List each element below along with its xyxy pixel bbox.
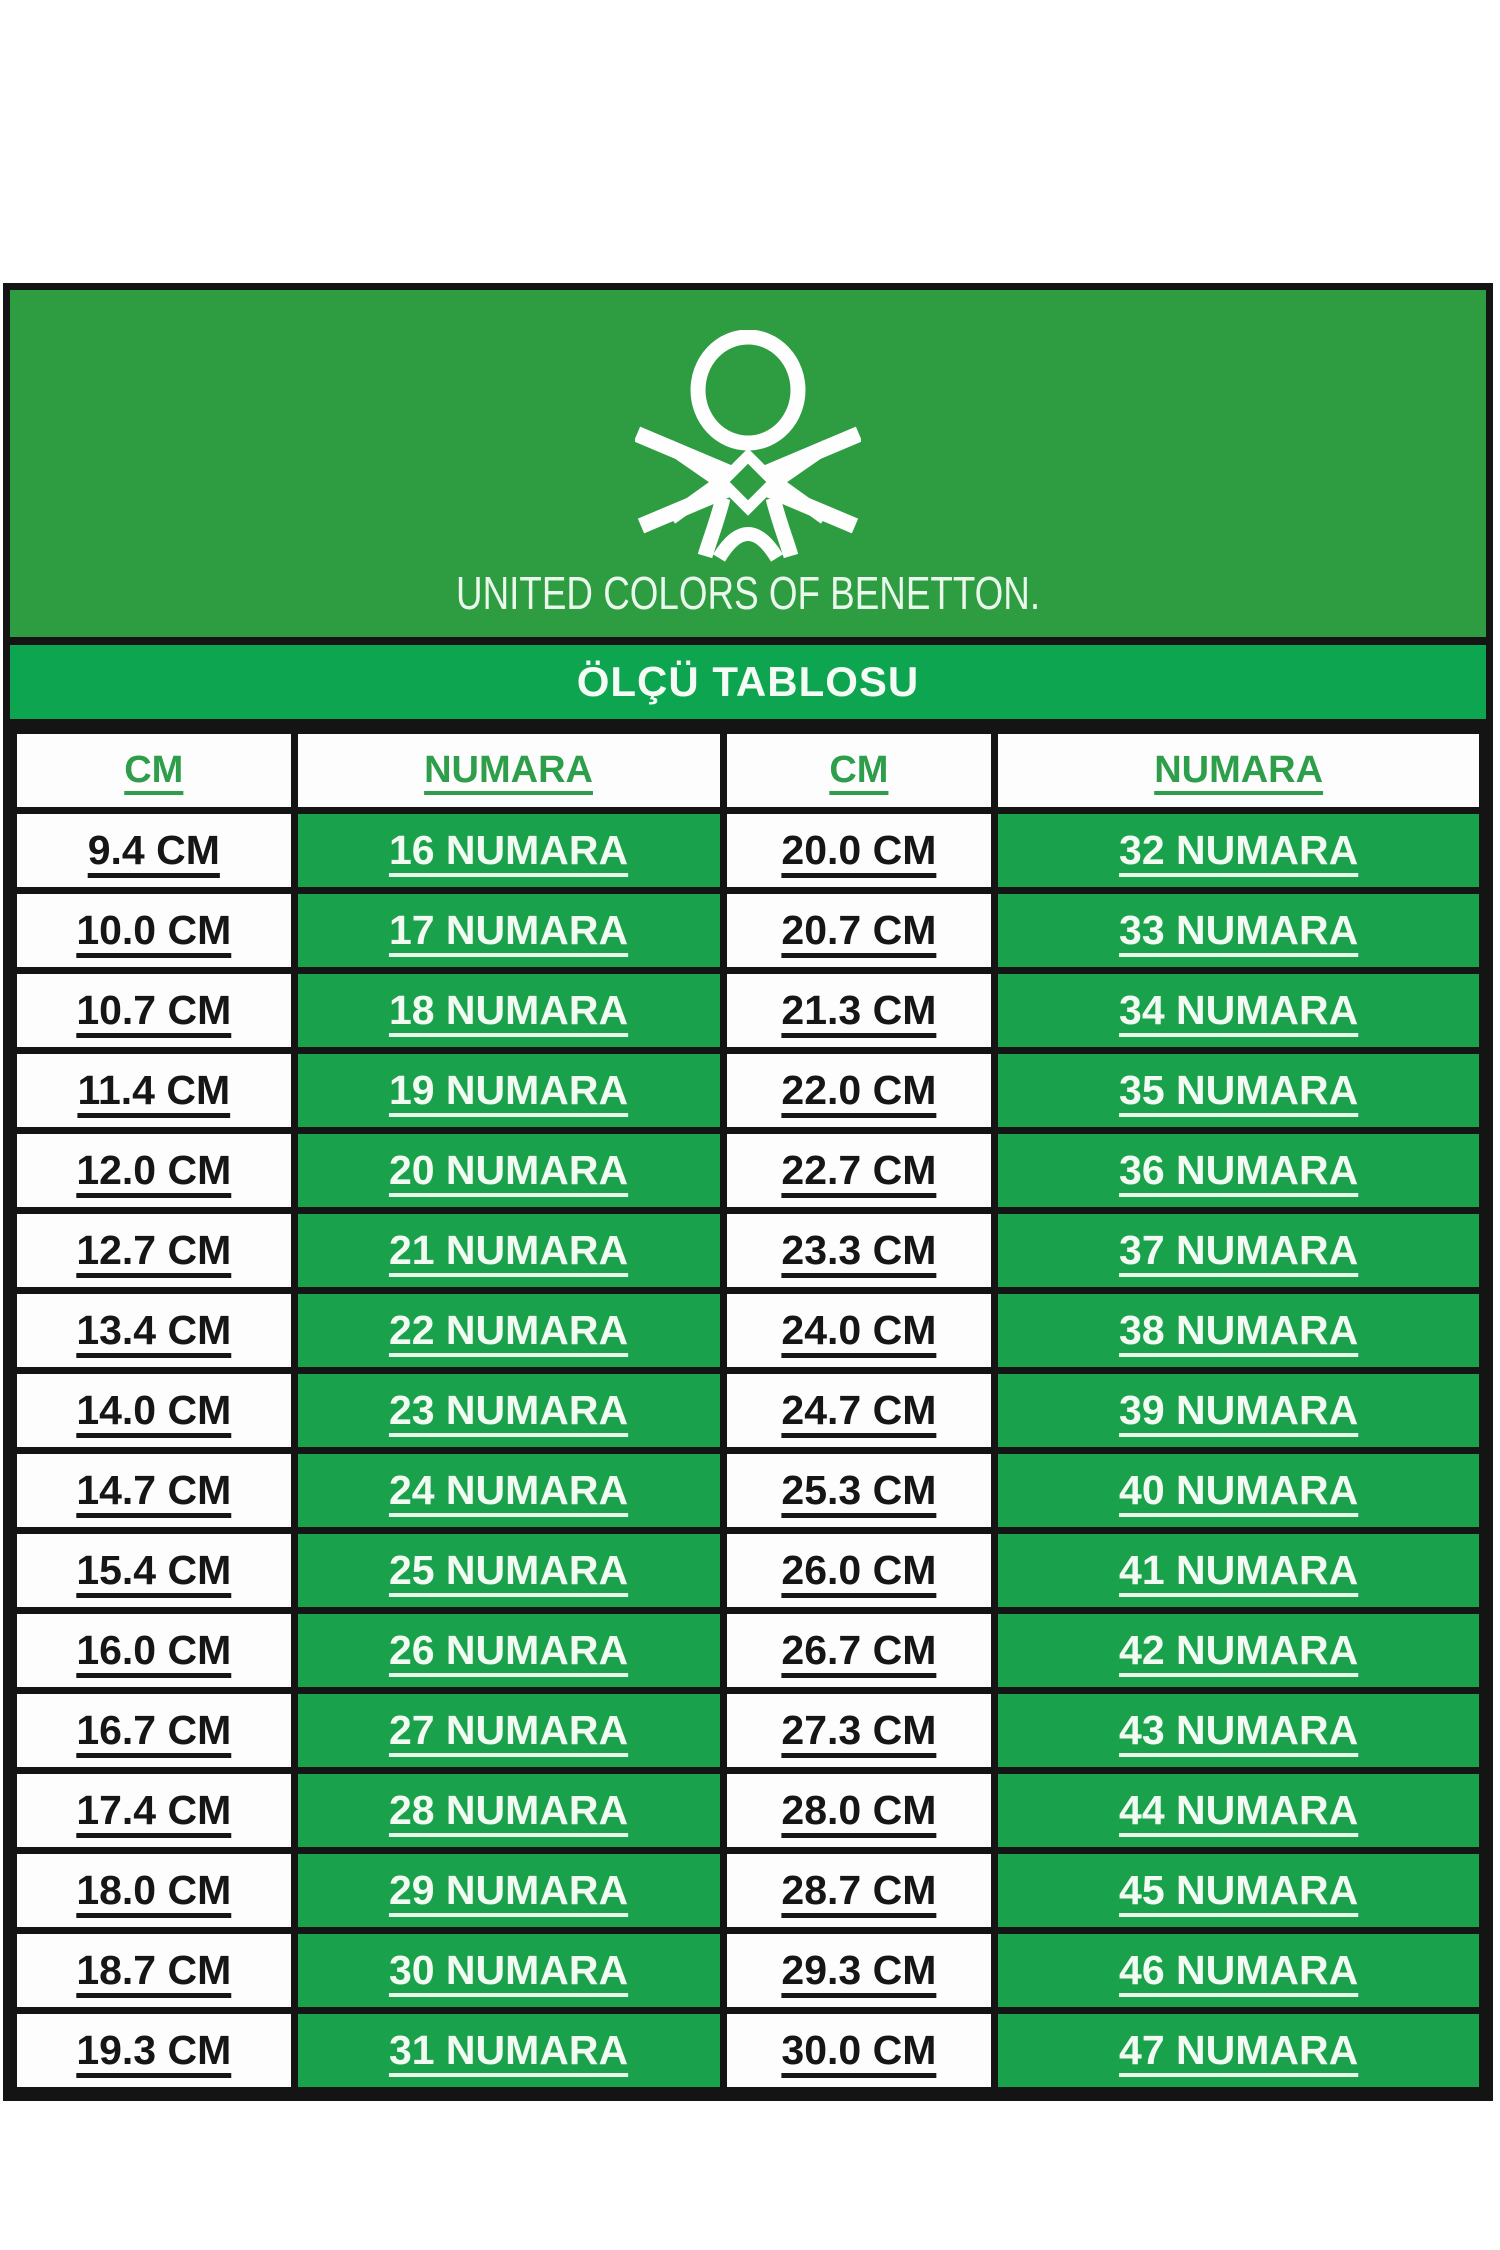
numara-cell: 20 NUMARA xyxy=(294,1131,723,1211)
size-table-body xyxy=(14,811,1483,2091)
cm-cell: 24.7 CM xyxy=(723,1371,995,1451)
table-row xyxy=(14,1051,1483,1131)
cm-cell: 24.0 CM xyxy=(723,1291,995,1371)
brand-wordmark: UNITED COLORS OF BENETTON. xyxy=(455,567,1041,619)
cm-cell: 25.3 CM xyxy=(723,1451,995,1531)
cm-cell: 30.0 CM xyxy=(723,2011,995,2091)
table-row xyxy=(14,1531,1483,1611)
cm-cell: 10.7 CM xyxy=(14,971,295,1051)
cm-cell: 9.4 CM xyxy=(14,811,295,891)
numara-cell: 19 NUMARA xyxy=(294,1051,723,1131)
numara-cell: 30 NUMARA xyxy=(294,1931,723,2011)
numara-cell: 46 NUMARA xyxy=(995,1931,1483,2011)
table-row xyxy=(14,1931,1483,2011)
numara-cell: 42 NUMARA xyxy=(995,1611,1483,1691)
table-row xyxy=(14,1851,1483,1931)
numara-cell: 40 NUMARA xyxy=(995,1451,1483,1531)
size-table xyxy=(10,727,1486,2094)
cm-cell: 18.0 CM xyxy=(14,1851,295,1931)
cm-cell: 10.0 CM xyxy=(14,891,295,971)
table-row xyxy=(14,1611,1483,1691)
cm-cell: 14.0 CM xyxy=(14,1371,295,1451)
cm-cell: 28.0 CM xyxy=(723,1771,995,1851)
numara-cell: 27 NUMARA xyxy=(294,1691,723,1771)
cm-cell: 22.0 CM xyxy=(723,1051,995,1131)
numara-cell: 37 NUMARA xyxy=(995,1211,1483,1291)
brand-header xyxy=(10,290,1486,637)
cm-cell: 29.3 CM xyxy=(723,1931,995,2011)
table-row xyxy=(14,1691,1483,1771)
table-row xyxy=(14,1771,1483,1851)
benetton-knot-logo xyxy=(635,330,861,568)
table-row xyxy=(14,1211,1483,1291)
numara-cell: 47 NUMARA xyxy=(995,2011,1483,2091)
cm-cell: 19.3 CM xyxy=(14,2011,295,2091)
numara-cell: 22 NUMARA xyxy=(294,1291,723,1371)
numara-cell: 36 NUMARA xyxy=(995,1131,1483,1211)
numara-cell: 18 NUMARA xyxy=(294,971,723,1051)
numara-cell: 34 NUMARA xyxy=(995,971,1483,1051)
size-chart-panel xyxy=(3,283,1493,2101)
column-header-cm: CM xyxy=(723,731,995,811)
cm-cell: 22.7 CM xyxy=(723,1131,995,1211)
numara-cell: 31 NUMARA xyxy=(294,2011,723,2091)
table-title-banner xyxy=(10,637,1486,727)
numara-cell: 21 NUMARA xyxy=(294,1211,723,1291)
table-row xyxy=(14,1291,1483,1371)
table-title: ÖLÇÜ TABLOSU xyxy=(576,658,920,705)
numara-cell: 39 NUMARA xyxy=(995,1371,1483,1451)
cm-cell: 21.3 CM xyxy=(723,971,995,1051)
cm-cell: 13.4 CM xyxy=(14,1291,295,1371)
cm-cell: 18.7 CM xyxy=(14,1931,295,2011)
numara-cell: 33 NUMARA xyxy=(995,891,1483,971)
table-row xyxy=(14,811,1483,891)
cm-cell: 11.4 CM xyxy=(14,1051,295,1131)
numara-cell: 35 NUMARA xyxy=(995,1051,1483,1131)
numara-cell: 25 NUMARA xyxy=(294,1531,723,1611)
column-header-cm: CM xyxy=(14,731,295,811)
table-row xyxy=(14,891,1483,971)
numara-cell: 17 NUMARA xyxy=(294,891,723,971)
cm-cell: 14.7 CM xyxy=(14,1451,295,1531)
cm-cell: 15.4 CM xyxy=(14,1531,295,1611)
cm-cell: 17.4 CM xyxy=(14,1771,295,1851)
table-row xyxy=(14,1131,1483,1211)
cm-cell: 28.7 CM xyxy=(723,1851,995,1931)
column-header-numara: NUMARA xyxy=(995,731,1483,811)
size-table-header xyxy=(14,731,1483,811)
numara-cell: 16 NUMARA xyxy=(294,811,723,891)
cm-cell: 20.0 CM xyxy=(723,811,995,891)
cm-cell: 26.0 CM xyxy=(723,1531,995,1611)
numara-cell: 29 NUMARA xyxy=(294,1851,723,1931)
numara-cell: 44 NUMARA xyxy=(995,1771,1483,1851)
header-row xyxy=(14,731,1483,811)
numara-cell: 41 NUMARA xyxy=(995,1531,1483,1611)
cm-cell: 20.7 CM xyxy=(723,891,995,971)
numara-cell: 23 NUMARA xyxy=(294,1371,723,1451)
column-header-numara: NUMARA xyxy=(294,731,723,811)
cm-cell: 12.7 CM xyxy=(14,1211,295,1291)
numara-cell: 38 NUMARA xyxy=(995,1291,1483,1371)
numara-cell: 26 NUMARA xyxy=(294,1611,723,1691)
table-row xyxy=(14,971,1483,1051)
numara-cell: 45 NUMARA xyxy=(995,1851,1483,1931)
table-row xyxy=(14,1451,1483,1531)
numara-cell: 28 NUMARA xyxy=(294,1771,723,1851)
cm-cell: 26.7 CM xyxy=(723,1611,995,1691)
cm-cell: 16.7 CM xyxy=(14,1691,295,1771)
cm-cell: 16.0 CM xyxy=(14,1611,295,1691)
numara-cell: 32 NUMARA xyxy=(995,811,1483,891)
table-row xyxy=(14,1371,1483,1451)
numara-cell: 24 NUMARA xyxy=(294,1451,723,1531)
cm-cell: 23.3 CM xyxy=(723,1211,995,1291)
table-row xyxy=(14,2011,1483,2091)
numara-cell: 43 NUMARA xyxy=(995,1691,1483,1771)
cm-cell: 12.0 CM xyxy=(14,1131,295,1211)
cm-cell: 27.3 CM xyxy=(723,1691,995,1771)
